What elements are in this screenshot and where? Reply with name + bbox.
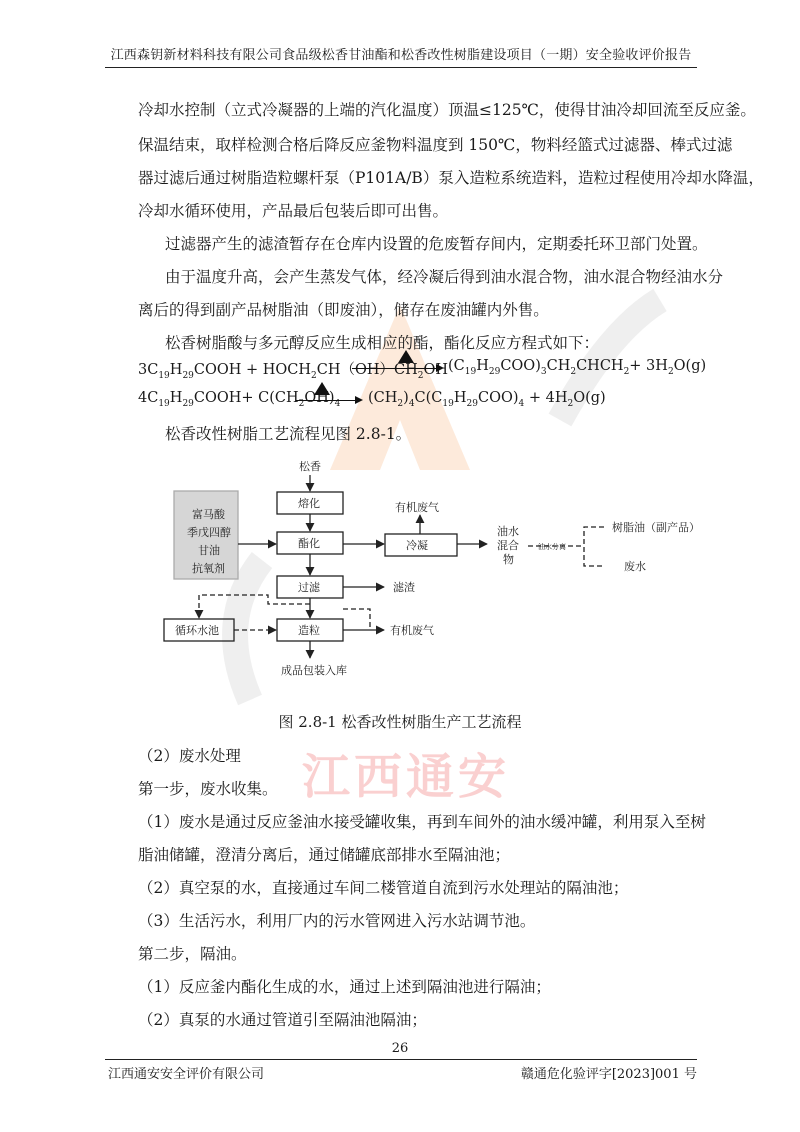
footer-doc-number: 赣通危化验评字[2023]001 号	[520, 1067, 697, 1082]
page-number: 26	[391, 1041, 409, 1056]
label-granulate: 造粒	[298, 624, 320, 637]
dashed-loop	[343, 609, 370, 630]
label-raw-4: 抗氧剂	[192, 562, 225, 575]
paragraph-line: 过滤器产生的滤渣暂存在仓库内设置的危废暂存间内，定期委托环卫部门处置。	[165, 235, 708, 253]
equation-1-right: $(C_{19}H_{29}COO)_3CH_2CHCH_2+ 3H_2O(g)$	[448, 358, 707, 377]
page-header: 江西森钥新材料科技有限公司食品级松香甘油酯和松香改性树脂建设项目（一期）安全验收评价报告	[110, 48, 692, 63]
equation-1-left: $3C_{19}H_{29}COOH$ + $HOCH_2CH(OH)CH_2OH$	[138, 362, 449, 381]
footer-rule	[105, 1059, 697, 1060]
label-mix-2: 混合	[497, 539, 519, 552]
section-line: 脂油储罐，澄清分离后，通过储罐底部排水至隔油池；	[138, 846, 511, 864]
label-product: 成品包装入库	[281, 664, 347, 677]
paragraph-line: 器过滤后通过树脂造粒螺杆泵（P101A/B）泵入造粒系统造料，造粒过程使用冷却水降温，	[138, 169, 764, 187]
section-line: （2）真空泵的水，直接通过车间二楼管道自流到污水处理站的隔油池；	[138, 879, 629, 897]
dashed-branch	[584, 527, 604, 566]
label-input: 松香	[299, 460, 321, 473]
paragraph-line: 松香改性树脂工艺流程见图 2.8-1。	[165, 425, 412, 443]
paragraph-line: 由于温度升高，会产生蒸发气体，经冷凝后得到油水混合物，油水混合物经油水分	[165, 268, 724, 286]
watermark-text: 江西通安	[302, 749, 511, 805]
section-line: （3）生活污水，利用厂内的污水管网进入污水站调节池。	[138, 912, 536, 930]
section-line: （2）真泵的水通过管道引至隔油池隔油；	[138, 1011, 427, 1029]
label-melt: 熔化	[298, 497, 320, 510]
paragraph-line: 离后的得到副产品树脂油（即废油），储存在废油罐内外售。	[138, 301, 549, 319]
label-esterify: 酯化	[298, 537, 320, 550]
label-gas2: 有机废气	[390, 624, 434, 637]
label-condense: 冷凝	[406, 539, 428, 552]
equation-2-left: $4C_{19}H_{29}COOH+ C(CH_2OH)_4$	[138, 390, 341, 409]
section-line: （1）废水是通过反应釜油水接受罐收集，再到车间外的油水缓冲罐，利用泵入至树	[138, 813, 706, 831]
section-line: （2）废水处理	[138, 747, 241, 765]
label-byproduct: 树脂油（副产品）	[612, 521, 700, 534]
label-raw-1: 富马酸	[192, 508, 225, 521]
label-wastewater: 废水	[624, 560, 646, 573]
label-raw-2: 季戊四醇	[187, 526, 231, 539]
label-separation: 油水分离	[538, 543, 566, 551]
section-line: 第一步，废水收集。	[138, 780, 278, 798]
label-gas1: 有机废气	[395, 501, 439, 514]
paragraph-line: 松香树脂酸与多元醇反应生成相应的酯，酯化反应方程式如下：	[165, 334, 600, 352]
paragraph-line: 冷却水循环使用，产品最后包装后即可出售。	[138, 202, 449, 220]
section-line: 第二步，隔油。	[138, 945, 247, 963]
label-water-pool: 循环水池	[175, 624, 219, 637]
label-residue: 滤渣	[393, 581, 415, 594]
equation-2-right: $(CH_2)_4C(C_{19}H_{29}COO)_4 + 4H_2O(g)$	[368, 390, 606, 409]
label-filter: 过滤	[298, 581, 320, 594]
figure-caption: 图 2.8-1 松香改性树脂生产工艺流程	[278, 713, 522, 731]
paragraph-line: 保温结束，取样检测合格后降反应釜物料温度到 150℃，物料经篮式过滤器、棒式过滤	[138, 136, 733, 154]
label-raw-3: 甘油	[198, 544, 220, 557]
label-mix-1: 油水	[497, 525, 519, 538]
footer-company: 江西通安安全评价有限公司	[108, 1067, 265, 1082]
label-mix-3: 物	[503, 553, 514, 566]
paragraph-line: 冷却水控制（立式冷凝器的上端的汽化温度）顶温≤125℃，使得甘油冷却回流至反应釜。	[138, 101, 756, 119]
section-line: （1）反应釜内酯化生成的水，通过上述到隔油池进行隔油；	[138, 978, 551, 996]
